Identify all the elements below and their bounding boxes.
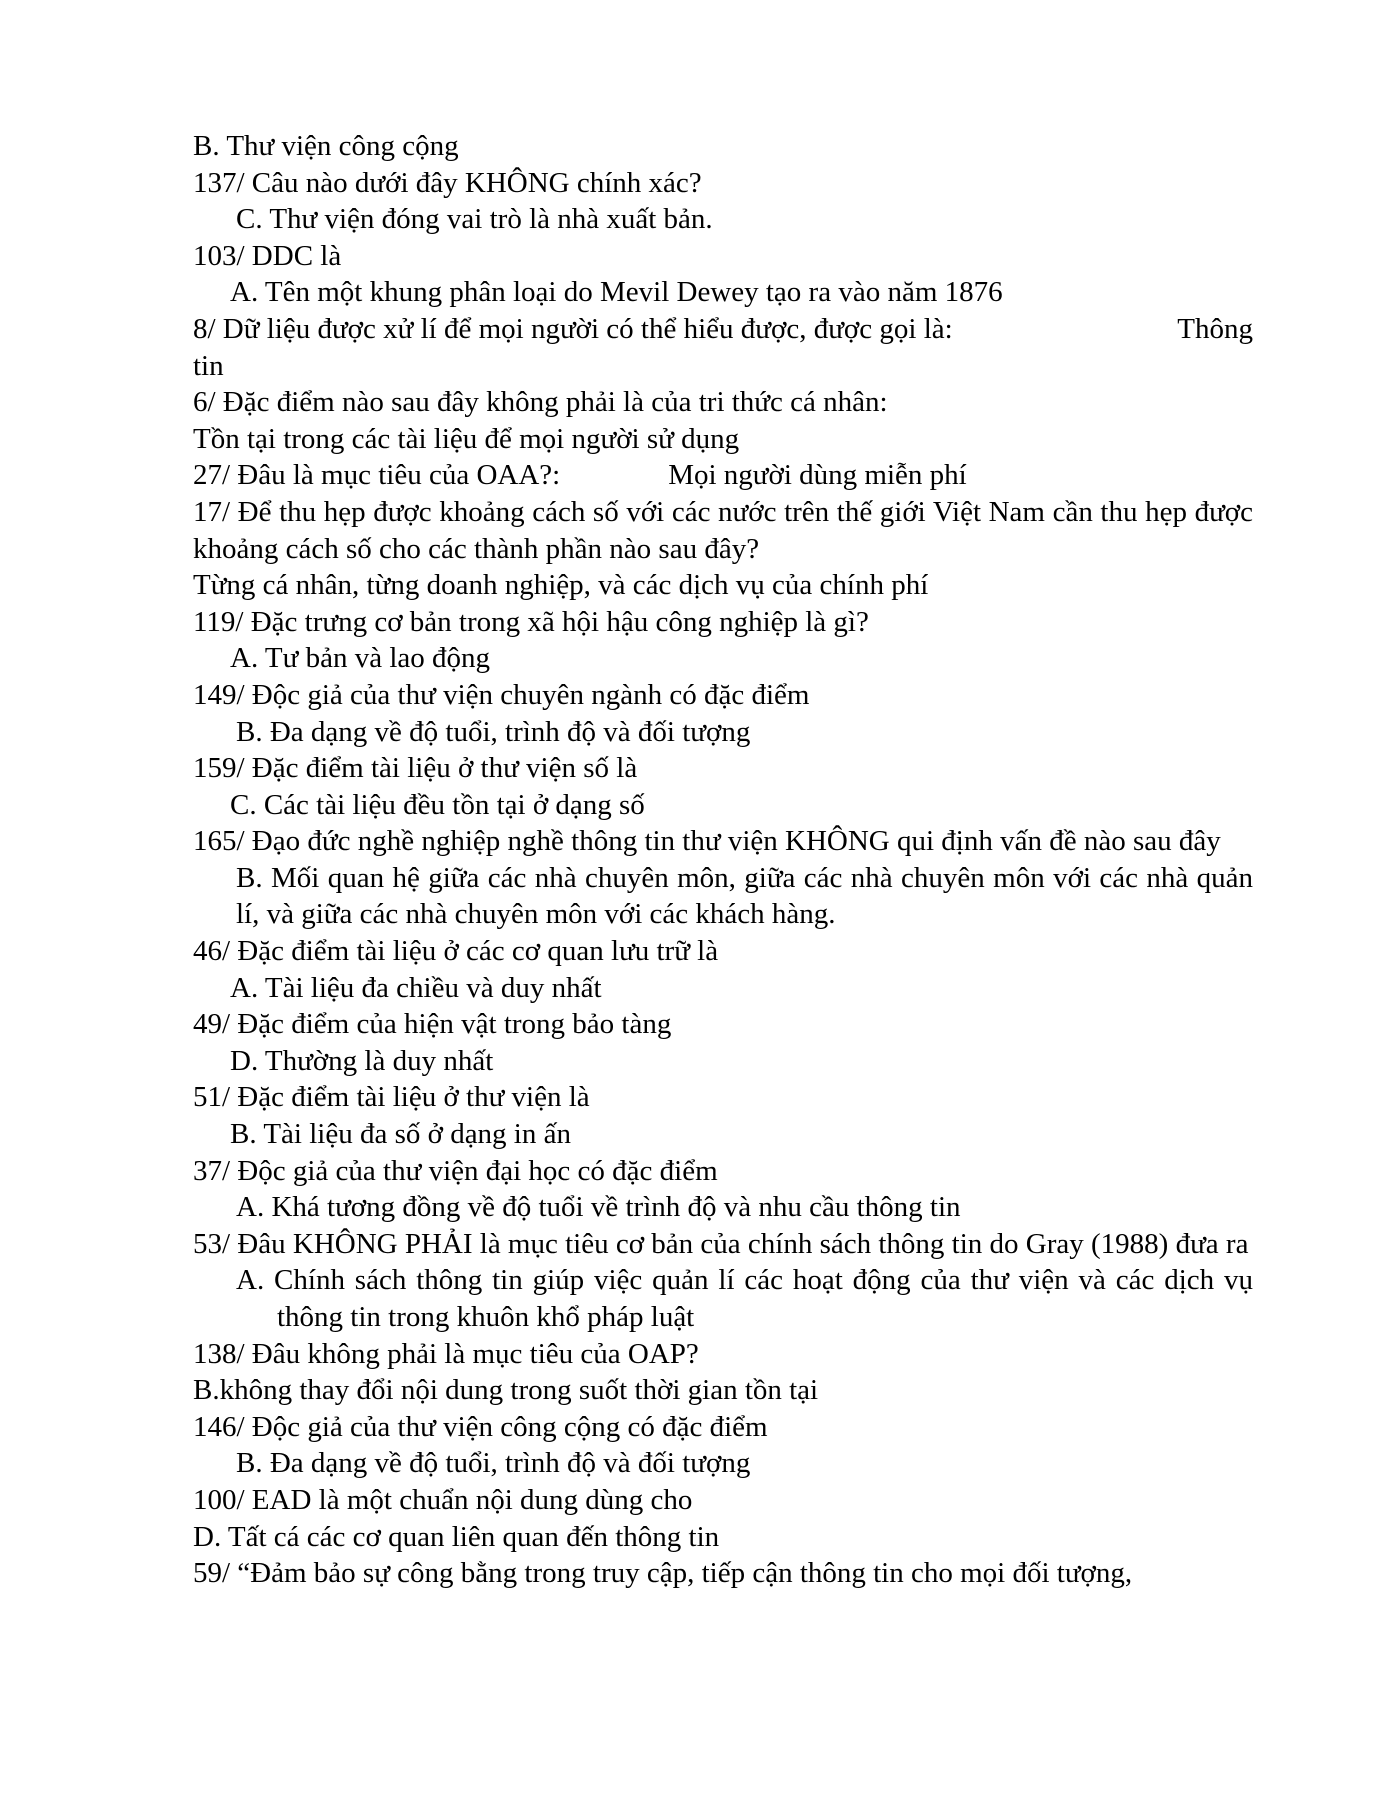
answer-8-part2: tin	[193, 349, 224, 382]
answer-27: Mọi người dùng miễn phí	[668, 459, 967, 492]
question-119: 119/ Đặc trưng cơ bản trong xã hội hậu công nghiệp là gì?	[193, 605, 869, 638]
question-159: 159/ Đặc điểm tài liệu ở thư viện số là	[193, 752, 638, 785]
question-17: 17/ Để thu hẹp được khoảng cách số với các nước trên thế giới Việt Nam cần thu hẹp được khoảng cách số cho các thành phần nào sau đây?	[193, 495, 1253, 565]
question-27-text: 27/ Đâu là mục tiêu của OAA?:	[193, 459, 561, 492]
question-46: 46/ Đặc điểm tài liệu ở các cơ quan lưu trữ là	[193, 935, 719, 968]
answer-46: A. Tài liệu đa chiều và duy nhất	[230, 971, 602, 1004]
answer-17: Từng cá nhân, từng doanh nghiệp, và các dịch vụ của chính phí	[193, 569, 929, 602]
answer-119: A. Tư bản và lao động	[230, 642, 491, 675]
question-146: 146/ Độc giả của thư viện công cộng có đặc điểm	[193, 1410, 768, 1443]
answer-100: D. Tất cá các cơ quan liên quan đến thông tin	[193, 1520, 720, 1553]
question-103: 103/ DDC là	[193, 239, 342, 272]
question-59: 59/ “Đảm bảo sự công bằng trong truy cập, tiếp cận thông tin cho mọi đối tượng,	[193, 1557, 1133, 1590]
answer-37: A. Khá tương đồng về độ tuổi về trình độ và nhu cầu thông tin	[236, 1191, 961, 1224]
question-6: 6/ Đặc điểm nào sau đây không phải là của tri thức cá nhân:	[193, 386, 888, 419]
answer-146: B. Đa dạng về độ tuổi, trình độ và đối tượng	[236, 1447, 751, 1480]
question-49: 49/ Đặc điểm của hiện vật trong bảo tàng	[193, 1008, 672, 1041]
question-100: 100/ EAD là một chuẩn nội dung dùng cho	[193, 1483, 693, 1516]
answer-159: C. Các tài liệu đều tồn tại ở dạng số	[230, 788, 645, 821]
answer-149: B. Đa dạng về độ tuổi, trình độ và đối tượng	[236, 715, 751, 748]
question-8	[193, 311, 1253, 348]
answer-103: A. Tên một khung phân loại do Mevil Dewey tạo ra vào năm 1876	[230, 276, 1003, 309]
answer-53: A. Chính sách thông tin giúp việc quản lí các hoạt động của thư viện và các dịch vụ thông tin trong khuôn khổ pháp luật	[236, 1264, 1253, 1333]
answer-8-part1: Thông	[1177, 312, 1253, 345]
question-165: 165/ Đạo đức nghề nghiệp nghề thông tin thư viện KHÔNG qui định vấn đề nào sau đây	[193, 825, 1221, 858]
question-138: 138/ Đâu không phải là mục tiêu của OAP?	[193, 1337, 699, 1370]
question-8-text: 8/ Dữ liệu được xử lí để mọi người có thể hiểu được, được gọi là:	[193, 312, 953, 345]
question-51: 51/ Đặc điểm tài liệu ở thư viện là	[193, 1081, 590, 1114]
answer-line: B. Thư viện công cộng	[193, 130, 459, 162]
question-149: 149/ Độc giả của thư viện chuyên ngành có đặc điểm	[193, 678, 810, 711]
answer-49: D. Thường là duy nhất	[230, 1044, 494, 1077]
question-27	[193, 457, 1253, 494]
answer-51: B. Tài liệu đa số ở dạng in ấn	[230, 1118, 571, 1151]
answer-137: C. Thư viện đóng vai trò là nhà xuất bản.	[236, 203, 713, 236]
answer-138: B.không thay đổi nội dung trong suốt thời gian tồn tại	[193, 1374, 819, 1407]
question-37: 37/ Độc giả của thư viện đại học có đặc điểm	[193, 1154, 718, 1187]
question-137: 137/ Câu nào dưới đây KHÔNG chính xác?	[193, 166, 702, 199]
answer-6: Tồn tại trong các tài liệu để mọi người sử dụng	[193, 422, 740, 455]
document-body	[193, 128, 1253, 1592]
question-53: 53/ Đâu KHÔNG PHẢI là mục tiêu cơ bản của chính sách thông tin do Gray (1988) đưa ra	[193, 1227, 1249, 1260]
answer-165: B. Mối quan hệ giữa các nhà chuyên môn, giữa các nhà chuyên môn với các nhà quản lí, và giữa các nhà chuyên môn với các khách hàng.	[236, 861, 1253, 931]
